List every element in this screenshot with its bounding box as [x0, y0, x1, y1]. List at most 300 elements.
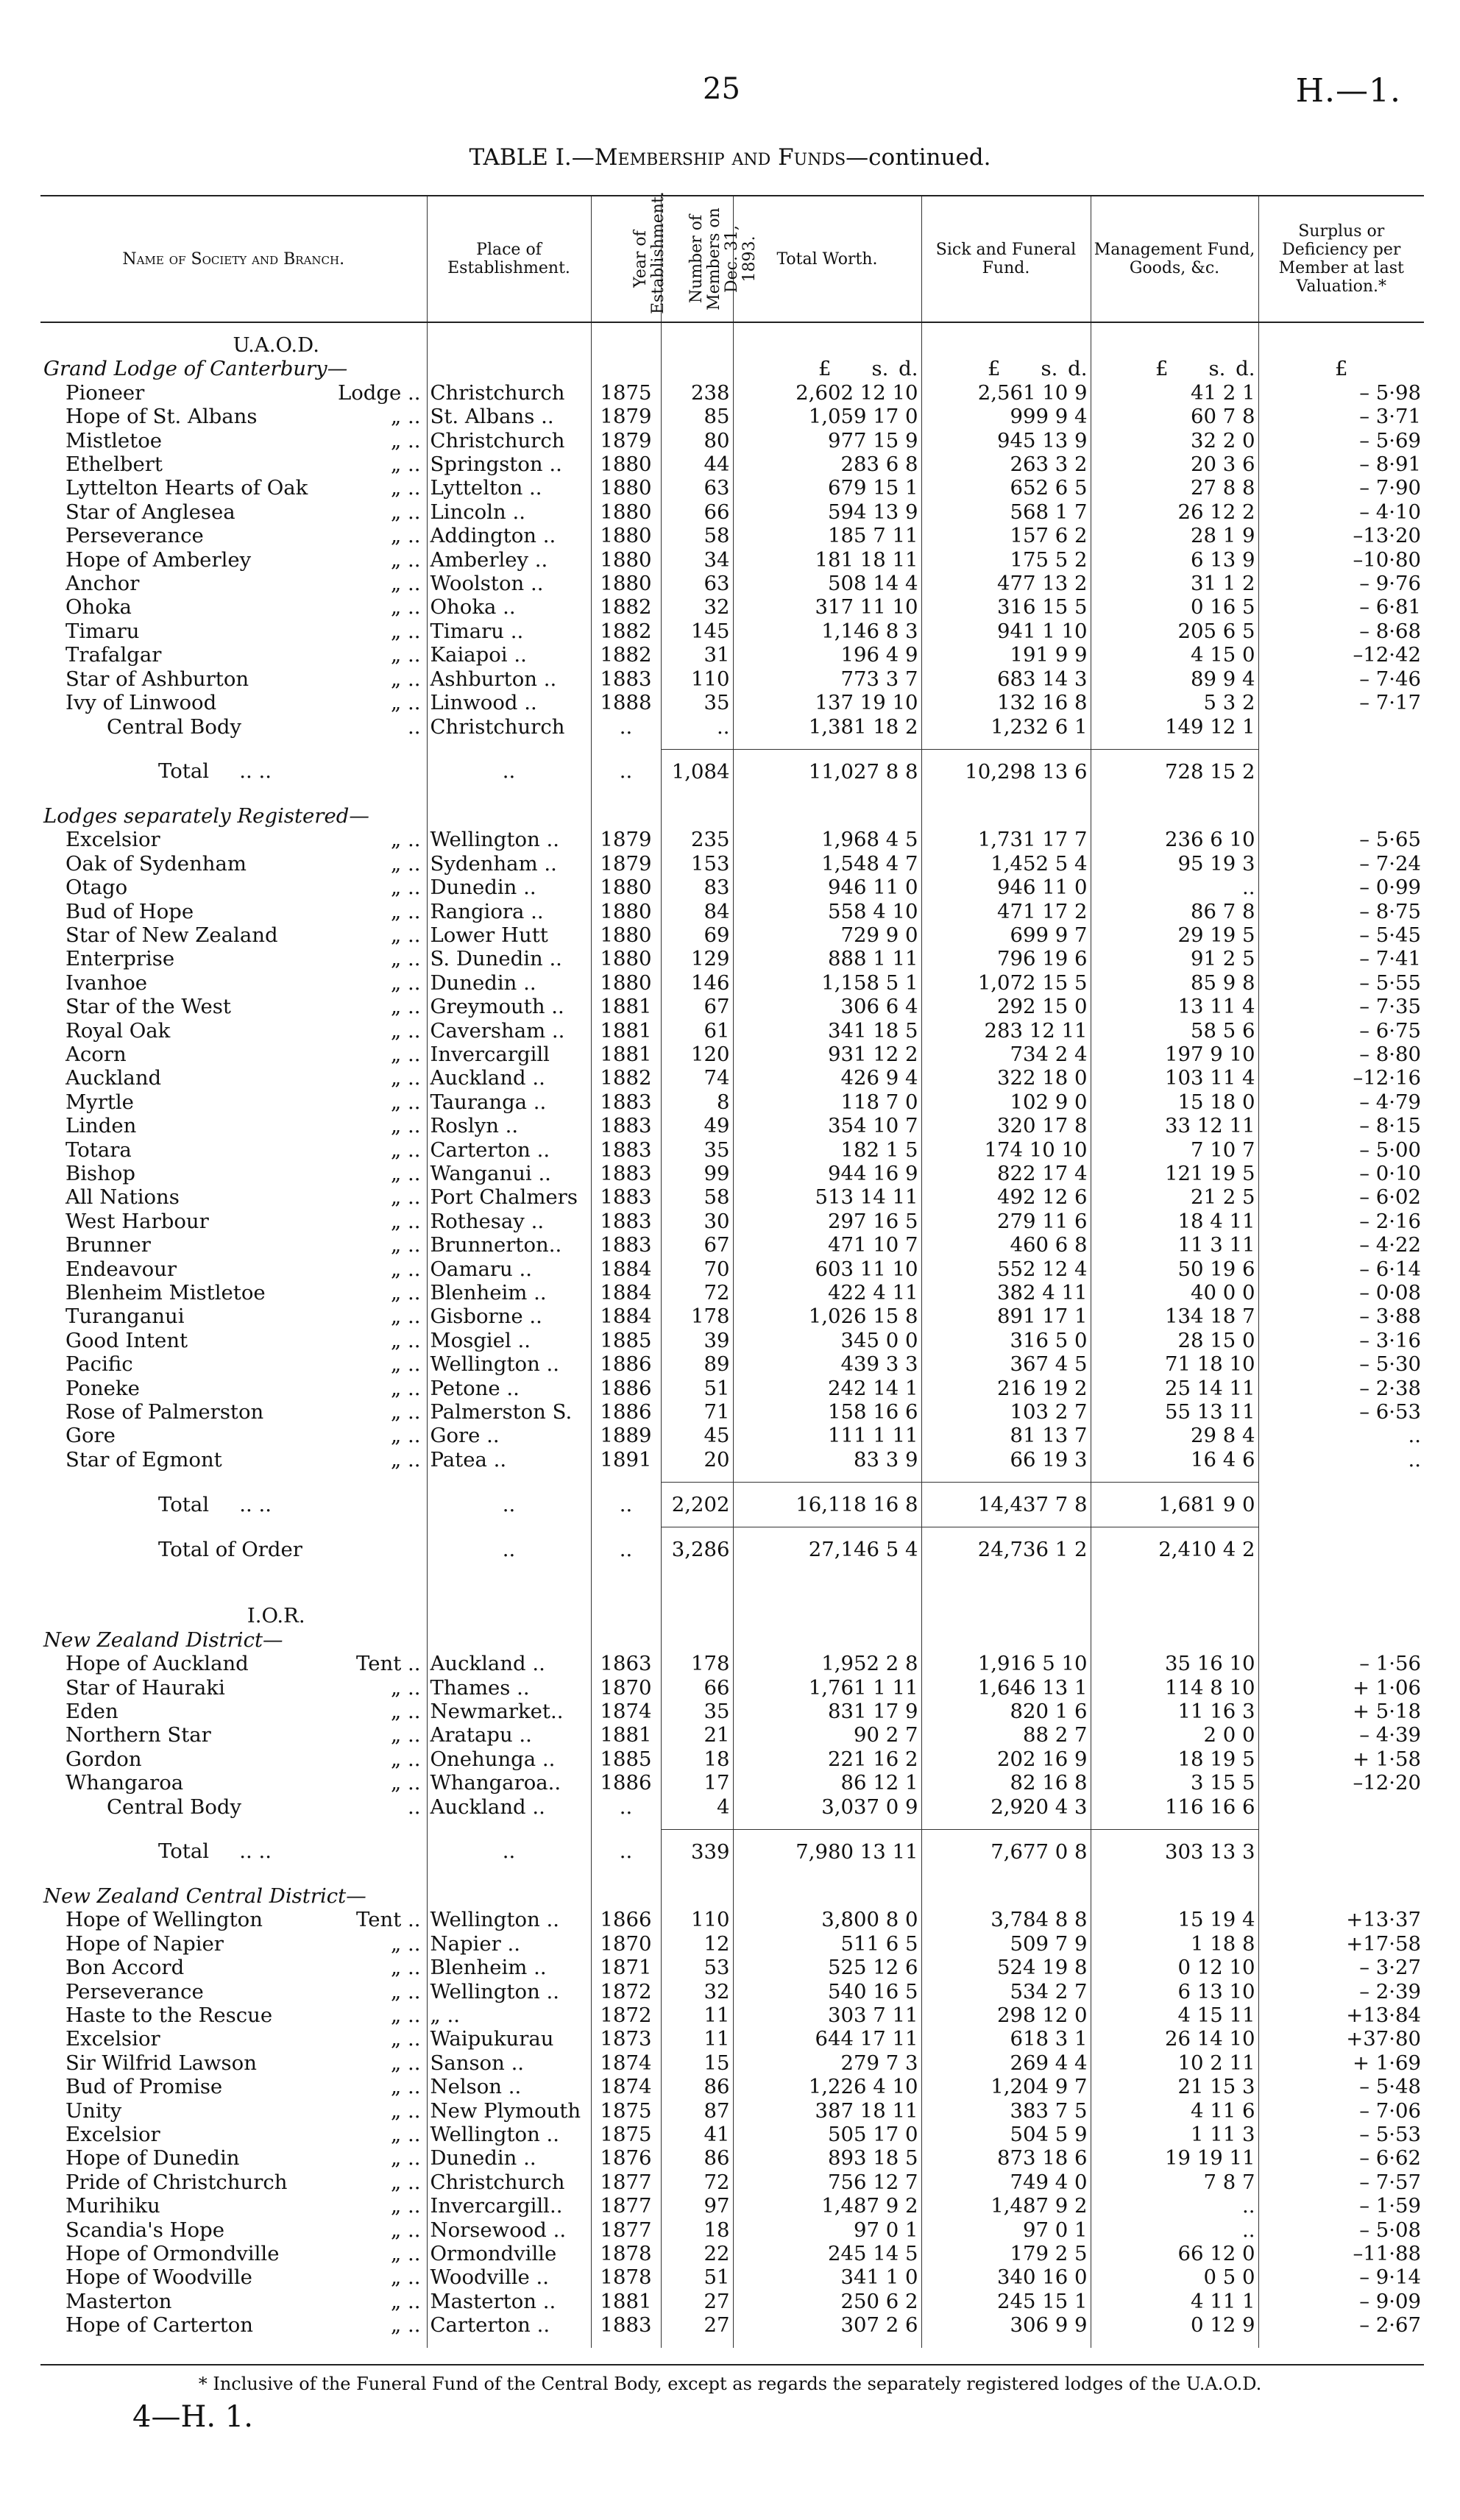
cell-worth: 1,952 2 8: [733, 1652, 921, 1675]
branch-tag: „ ..: [391, 1747, 421, 1771]
branch-name-cell: [40, 643, 427, 667]
branch-name: Haste to the Rescue: [65, 2003, 273, 2027]
cell-place: Onehunga ..: [427, 1747, 591, 1771]
cell-year: 1880: [591, 876, 661, 899]
branch-name-cell: [40, 381, 427, 405]
cell-worth: 422 4 11: [733, 1281, 921, 1305]
branch-name: Blenheim Mistletoe: [65, 1281, 266, 1305]
branch-name: Enterprise: [65, 947, 175, 971]
cell-mgmt: 116 16 6: [1091, 1795, 1258, 1819]
table-row: [40, 620, 1424, 643]
empty-cell: [591, 804, 661, 828]
empty-cell: [1258, 1884, 1424, 1908]
cell-place: Blenheim ..: [427, 1281, 591, 1305]
cell-place: Auckland ..: [427, 1652, 591, 1675]
spacer-cell: [427, 739, 591, 750]
table-row: [40, 452, 1424, 476]
cell-place: Linwood ..: [427, 691, 591, 714]
cell-place: Thames ..: [427, 1676, 591, 1700]
branch-tag: „ ..: [391, 1675, 421, 1700]
cell-mgmt: 6 13 9: [1091, 548, 1258, 572]
total-place: ..: [427, 1527, 591, 1572]
cell-year: 1870: [591, 1932, 661, 1956]
cell-place: Waipukurau: [427, 2027, 591, 2051]
cell-place: Dunedin ..: [427, 2146, 591, 2170]
cell-place: Petone ..: [427, 1377, 591, 1400]
cell-surplus: – 3·27: [1258, 1956, 1424, 1979]
cell-sick: 202 16 9: [921, 1747, 1091, 1771]
spacer-cell: [1258, 1819, 1424, 1830]
branch-tag: Tent ..: [356, 1652, 421, 1676]
total-mgmt: 728 15 2: [1091, 749, 1258, 794]
branch-name: Endeavour: [65, 1257, 177, 1281]
cell-surplus: [1258, 715, 1424, 739]
spacer-cell: [1258, 1874, 1424, 1884]
table-row: [40, 524, 1424, 547]
total-label-cell: [40, 1527, 427, 1572]
cell-worth: 3,800 8 0: [733, 1908, 921, 1931]
branch-name: Star of Ashburton: [65, 667, 249, 691]
cell-year: 1883: [591, 1090, 661, 1114]
cell-mgmt: 114 8 10: [1091, 1676, 1258, 1700]
cell-sick: 1,072 15 5: [921, 971, 1091, 995]
branch-name: Bishop: [65, 1162, 135, 1185]
table-row: [40, 2146, 1424, 2170]
cell-sick: 81 13 7: [921, 1424, 1091, 1447]
table-row: [40, 1210, 1424, 1233]
branch-name-cell: [40, 2171, 427, 2194]
cell-members: 89: [661, 1352, 733, 1376]
branch-name-cell: [40, 1400, 427, 1424]
cell-year: 1884: [591, 1281, 661, 1305]
cell-surplus: – 9·76: [1258, 572, 1424, 595]
society-heading-label: U.A.O.D.: [233, 333, 319, 357]
branch-tag: „ ..: [391, 1376, 421, 1400]
cell-members: 12: [661, 1932, 733, 1956]
cell-members: 85: [661, 405, 733, 428]
branch-tag: „ ..: [391, 1090, 421, 1114]
branch-tag: „ ..: [391, 2170, 421, 2194]
table-row: [40, 828, 1424, 851]
table-row: [40, 691, 1424, 714]
cell-mgmt: 11 16 3: [1091, 1700, 1258, 1723]
branch-tag: „ ..: [391, 524, 421, 548]
branch-name-cell: [40, 2313, 427, 2337]
table-row: [40, 1723, 1424, 1747]
branch-tag: „ ..: [391, 428, 421, 452]
total-year: ..: [591, 1829, 661, 1874]
cell-sick: 1,646 13 1: [921, 1676, 1091, 1700]
cell-place: Auckland ..: [427, 1066, 591, 1090]
group-heading: [40, 1884, 1424, 1908]
cell-place: Woodville ..: [427, 2265, 591, 2289]
branch-name: Mistletoe: [65, 428, 163, 452]
cell-sick: 322 18 0: [921, 1066, 1091, 1090]
table-row: [40, 1700, 1424, 1723]
cell-members: 35: [661, 1700, 733, 1723]
branch-tag: „ ..: [391, 1233, 421, 1257]
empty-cell: [1091, 1604, 1258, 1628]
total-surplus: [1258, 1483, 1424, 1527]
table-row: [40, 1980, 1424, 2003]
cell-mgmt: 55 13 11: [1091, 1400, 1258, 1424]
branch-name-cell: [40, 1329, 427, 1352]
table-row: [40, 2218, 1424, 2242]
spacer-cell: [921, 1572, 1091, 1594]
cell-worth: 185 7 11: [733, 524, 921, 547]
branch-name-cell: [40, 1652, 427, 1675]
cell-members: 72: [661, 1281, 733, 1305]
cell-sick: 1,916 5 10: [921, 1652, 1091, 1675]
cell-surplus: +13·84: [1258, 2003, 1424, 2027]
cell-place: Springston ..: [427, 452, 591, 476]
branch-name: Auckland: [65, 1066, 162, 1090]
cell-surplus: – 6·02: [1258, 1185, 1424, 1209]
total-mgmt: 2,410 4 2: [1091, 1527, 1258, 1572]
spacer-cell: [1091, 739, 1258, 750]
cell-members: 58: [661, 1185, 733, 1209]
cell-worth: 387 18 11: [733, 2099, 921, 2123]
branch-name-cell: [40, 405, 427, 428]
cell-place: Lyttelton ..: [427, 476, 591, 500]
cell-mgmt: 205 6 5: [1091, 620, 1258, 643]
cell-worth: 303 7 11: [733, 2003, 921, 2027]
branch-tag: „ ..: [391, 476, 421, 500]
empty-cell: [1258, 1628, 1424, 1652]
cell-mgmt: 28 1 9: [1091, 524, 1258, 547]
cell-mgmt: 0 12 10: [1091, 1956, 1258, 1979]
cell-place: Newmarket..: [427, 1700, 591, 1723]
empty-cell: [1258, 333, 1424, 357]
cell-mgmt: 28 15 0: [1091, 1329, 1258, 1352]
empty-cell: [427, 804, 591, 828]
branch-name-cell: [40, 476, 427, 500]
cell-mgmt: 149 12 1: [1091, 715, 1258, 739]
col-header-year: [591, 191, 667, 322]
cell-place: New Plymouth: [427, 2099, 591, 2123]
cell-surplus: + 1·69: [1258, 2051, 1424, 2075]
branch-tag: „ ..: [391, 405, 421, 429]
branch-name: Murihiku: [65, 2194, 160, 2218]
branch-tag: „ ..: [391, 595, 421, 620]
branch-tag: „ ..: [391, 1209, 421, 1233]
cell-surplus: – 3·16: [1258, 1329, 1424, 1352]
cell-mgmt: 7 10 7: [1091, 1138, 1258, 1162]
branch-name-cell: [40, 1114, 427, 1137]
spacer-cell: [427, 794, 591, 804]
branch-name-cell: [40, 1908, 427, 1931]
total-members: 2,202: [661, 1483, 733, 1527]
cell-mgmt: 41 2 1: [1091, 381, 1258, 405]
table-row: [40, 1956, 1424, 1979]
cell-worth: 196 4 9: [733, 643, 921, 667]
branch-name: Turanganui: [65, 1305, 185, 1329]
table-row: [40, 2313, 1424, 2337]
branch-name: Star of the West: [65, 995, 231, 1019]
cell-sick: 316 5 0: [921, 1329, 1091, 1352]
cell-year: 1886: [591, 1352, 661, 1376]
cell-worth: 931 12 2: [733, 1043, 921, 1066]
branch-name-cell: [40, 1980, 427, 2003]
table-row: [40, 1233, 1424, 1257]
total-year: ..: [591, 1483, 661, 1527]
section-gap: [40, 1572, 1424, 1594]
total-members: 339: [661, 1829, 733, 1874]
spacer-cell: [661, 322, 733, 333]
branch-name-cell: [40, 1233, 427, 1257]
cell-members: 69: [661, 923, 733, 947]
table-row: [40, 1747, 1424, 1771]
branch-name: Ivy of Linwood: [65, 691, 217, 715]
cell-place: Dunedin ..: [427, 876, 591, 899]
total-leader-dots: .. ..: [239, 759, 272, 784]
table-row: [40, 381, 1424, 405]
cell-mgmt: 29 19 5: [1091, 923, 1258, 947]
cell-worth: 86 12 1: [733, 1771, 921, 1795]
cell-place: St. Albans ..: [427, 405, 591, 428]
cell-worth: 279 7 3: [733, 2051, 921, 2075]
branch-tag: „ ..: [391, 899, 421, 923]
cell-place: Greymouth ..: [427, 995, 591, 1018]
empty-cell: [591, 357, 661, 380]
cell-surplus: +17·58: [1258, 1932, 1424, 1956]
cell-year: 1876: [591, 2146, 661, 2170]
cell-year: 1866: [591, 1908, 661, 1931]
cell-worth: 307 2 6: [733, 2313, 921, 2337]
spacer-cell: [733, 739, 921, 750]
cell-members: 51: [661, 2265, 733, 2289]
table-row: [40, 1795, 1424, 1819]
spacer-cell: [921, 1819, 1091, 1830]
table-row: [40, 500, 1424, 524]
cell-sick: 2,561 10 9: [921, 381, 1091, 405]
spacer-cell: [1258, 1472, 1424, 1483]
cell-mgmt: 3 15 5: [1091, 1771, 1258, 1795]
branch-name: Bud of Hope: [65, 899, 194, 923]
spacer-cell: [733, 1572, 921, 1594]
branch-tag: „ ..: [391, 1281, 421, 1305]
cell-surplus: – 4·39: [1258, 1723, 1424, 1747]
branch-name: Hope of Wellington: [65, 1908, 263, 1932]
branch-name: Perseverance: [65, 1979, 204, 2003]
cell-worth: 1,487 9 2: [733, 2194, 921, 2218]
table-row: [40, 923, 1424, 947]
cell-surplus: [1258, 1795, 1424, 1819]
cell-worth: 221 16 2: [733, 1747, 921, 1771]
branch-name-cell: [40, 500, 427, 524]
cell-year: 1880: [591, 500, 661, 524]
branch-tag: „ ..: [391, 643, 421, 667]
branch-name: Bon Accord: [65, 1956, 185, 1980]
cell-year: 1882: [591, 620, 661, 643]
cell-sick: 999 9 4: [921, 405, 1091, 428]
spacer-cell: [1091, 1819, 1258, 1830]
cell-worth: 1,059 17 0: [733, 405, 921, 428]
cell-surplus: –12·20: [1258, 1771, 1424, 1795]
cell-mgmt: 2 0 0: [1091, 1723, 1258, 1747]
total-place: ..: [427, 749, 591, 794]
spacer-cell: [591, 739, 661, 750]
empty-cell: [661, 1884, 733, 1908]
cell-sick: 941 1 10: [921, 620, 1091, 643]
cell-members: 178: [661, 1305, 733, 1328]
branch-tag: „ ..: [391, 572, 421, 596]
group-gap: [40, 1874, 1424, 1884]
cell-members: 32: [661, 595, 733, 619]
cell-mgmt: 7 8 7: [1091, 2171, 1258, 2194]
cell-worth: 773 3 7: [733, 667, 921, 691]
cell-members: 45: [661, 1424, 733, 1447]
cell-year: 1888: [591, 691, 661, 714]
cell-mgmt: 71 18 10: [1091, 1352, 1258, 1376]
cell-worth: 83 3 9: [733, 1448, 921, 1472]
branch-name: Central Body: [107, 714, 242, 739]
cell-year: 1881: [591, 1019, 661, 1043]
table-row: [40, 2027, 1424, 2051]
branch-tag: „ ..: [391, 2051, 421, 2075]
empty-cell: [661, 357, 733, 380]
cell-members: 84: [661, 900, 733, 923]
branch-name-cell: [40, 1723, 427, 1747]
cell-worth: 250 6 2: [733, 2290, 921, 2313]
branch-name-cell: [40, 2194, 427, 2218]
cell-place: Invercargill..: [427, 2194, 591, 2218]
branch-name-cell: [40, 1795, 427, 1819]
cell-mgmt: 91 2 5: [1091, 947, 1258, 970]
branch-name-cell: [40, 1700, 427, 1723]
cell-worth: 297 16 5: [733, 1210, 921, 1233]
total-leader-dots: .. ..: [239, 1839, 272, 1864]
branch-name-cell: [40, 947, 427, 970]
cell-surplus: – 1·56: [1258, 1652, 1424, 1675]
cell-members: 32: [661, 1980, 733, 2003]
cell-members: 86: [661, 2146, 733, 2170]
cell-surplus: – 6·75: [1258, 1019, 1424, 1043]
spacer-cell: [921, 1594, 1091, 1604]
cell-mgmt: 18 19 5: [1091, 1747, 1258, 1771]
total-place: ..: [427, 1483, 591, 1527]
branch-tag: „ ..: [391, 2194, 421, 2218]
table-row: [40, 429, 1424, 452]
branch-tag: „ ..: [391, 2027, 421, 2051]
spacer-cell: [661, 2338, 733, 2348]
branch-name: Poneke: [65, 1376, 140, 1400]
cell-members: 20: [661, 1448, 733, 1472]
cell-members: 8: [661, 1090, 733, 1114]
cell-sick: 946 11 0: [921, 876, 1091, 899]
cell-members: 146: [661, 971, 733, 995]
spacer-cell: [921, 2338, 1091, 2348]
cell-surplus: – 4·79: [1258, 1090, 1424, 1114]
title-prefix: TABLE I.—: [469, 144, 595, 171]
branch-name-cell: [40, 1185, 427, 1209]
branch-name-cell: [40, 1090, 427, 1114]
empty-cell: [427, 357, 591, 380]
cell-year: 1877: [591, 2171, 661, 2194]
cell-surplus: –10·80: [1258, 548, 1424, 572]
cell-place: S. Dunedin ..: [427, 947, 591, 970]
total-worth: 16,118 16 8: [733, 1483, 921, 1527]
spacer-cell: [40, 322, 427, 333]
cell-sick: 383 7 5: [921, 2099, 1091, 2123]
cell-place: Kaiapoi ..: [427, 643, 591, 667]
cell-worth: 118 7 0: [733, 1090, 921, 1114]
table-row: [40, 1138, 1424, 1162]
table-row: [40, 1257, 1424, 1281]
branch-name-cell: [40, 667, 427, 691]
cell-sick: 179 2 5: [921, 2242, 1091, 2265]
cell-year: 1881: [591, 1043, 661, 1066]
cell-worth: 182 1 5: [733, 1138, 921, 1162]
cell-worth: 345 0 0: [733, 1329, 921, 1352]
cell-place: Sanson ..: [427, 2051, 591, 2075]
empty-cell: [1258, 1604, 1424, 1628]
society-heading-label: I.O.R.: [247, 1604, 305, 1628]
cell-members: 70: [661, 1257, 733, 1281]
cell-worth: 471 10 7: [733, 1233, 921, 1257]
branch-name-cell: [40, 1377, 427, 1400]
cell-year: 1863: [591, 1652, 661, 1675]
empty-cell: [591, 1604, 661, 1628]
branch-name-cell: [40, 452, 427, 476]
spacer-cell: [661, 1572, 733, 1594]
cell-members: 18: [661, 2218, 733, 2242]
group-gap: [40, 794, 1424, 804]
pre-total-gap: [40, 739, 1424, 750]
cell-members: 80: [661, 429, 733, 452]
cell-worth: 511 6 5: [733, 1932, 921, 1956]
cell-members: 120: [661, 1043, 733, 1066]
cell-surplus: – 5·48: [1258, 2075, 1424, 2098]
table-row: [40, 1771, 1424, 1795]
cell-surplus: – 9·09: [1258, 2290, 1424, 2313]
table-row: [40, 2099, 1424, 2123]
branch-tag: „ ..: [391, 876, 421, 900]
cell-worth: 644 17 11: [733, 2027, 921, 2051]
cell-place: Caversham ..: [427, 1019, 591, 1043]
table-row: [40, 405, 1424, 428]
cell-sick: 477 13 2: [921, 572, 1091, 595]
branch-tag: „ ..: [391, 452, 421, 477]
branch-name: Ethelbert: [65, 452, 163, 477]
cell-place: Whangaroa..: [427, 1771, 591, 1795]
cell-worth: 505 17 0: [733, 2123, 921, 2146]
branch-name: Oak of Sydenham: [65, 851, 247, 876]
cell-mgmt: 4 15 11: [1091, 2003, 1258, 2027]
cell-members: 58: [661, 524, 733, 547]
cell-worth: 317 11 10: [733, 595, 921, 619]
branch-name: Ivanhoe: [65, 970, 148, 995]
units-mgmt: [1091, 357, 1258, 380]
cell-members: 27: [661, 2290, 733, 2313]
branch-name: Linden: [65, 1114, 137, 1138]
table-row: [40, 2171, 1424, 2194]
cell-worth: 525 12 6: [733, 1956, 921, 1979]
cell-place: Ohoka ..: [427, 595, 591, 619]
cell-year: 1877: [591, 2218, 661, 2242]
table-row: [40, 548, 1424, 572]
branch-name: Good Intent: [65, 1328, 188, 1352]
spacer-cell: [591, 1572, 661, 1594]
cell-year: 1891: [591, 1448, 661, 1472]
branch-tag: „ ..: [391, 1931, 421, 1956]
cell-surplus: +37·80: [1258, 2027, 1424, 2051]
cell-worth: 944 16 9: [733, 1162, 921, 1185]
cell-surplus: – 2·39: [1258, 1980, 1424, 2003]
cell-place: Addington ..: [427, 524, 591, 547]
cell-worth: 439 3 3: [733, 1352, 921, 1376]
branch-name-cell: [40, 2146, 427, 2170]
